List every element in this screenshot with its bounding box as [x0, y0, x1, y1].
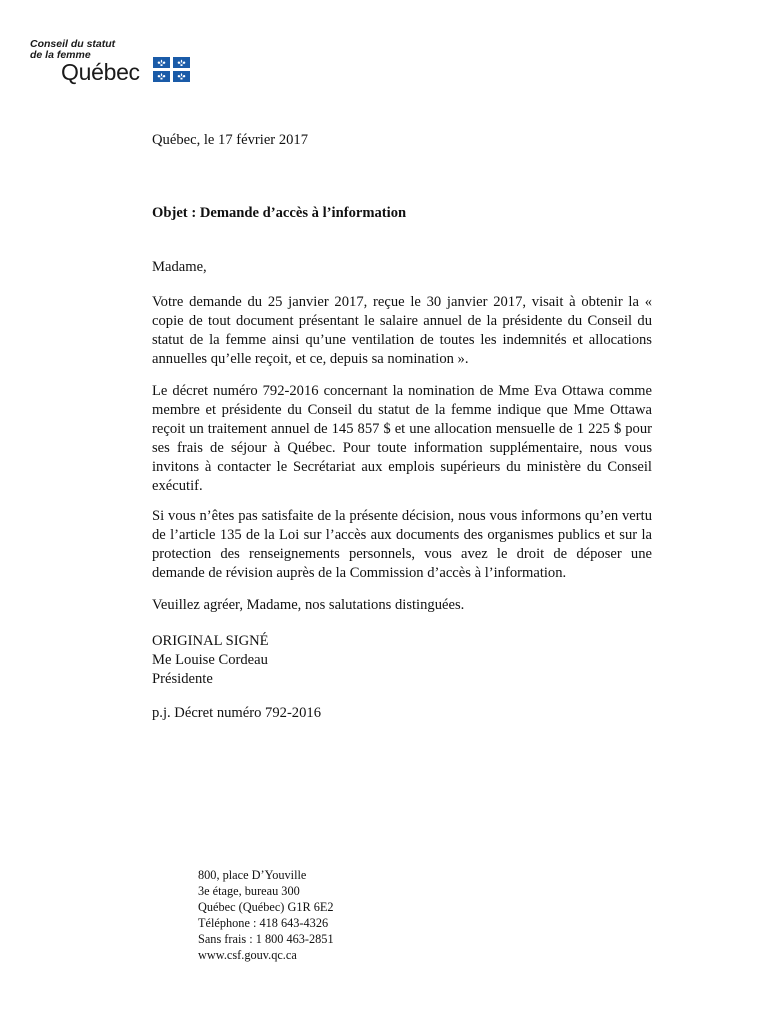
address-phone: Téléphone : 418 643-4326	[198, 916, 329, 931]
letter-salutation: Madame,	[152, 259, 207, 275]
letterhead-logo	[30, 38, 200, 88]
letter-subject: Objet : Demande d’accès à l’information	[152, 205, 407, 221]
letter-closing: Veuillez agréer, Madame, nos salutations distinguées.	[152, 597, 465, 613]
signer-title: Présidente	[152, 671, 213, 687]
signer-name: Me Louise Cordeau	[152, 652, 268, 668]
address-website: www.csf.gouv.qc.ca	[198, 948, 297, 963]
letter-date: Québec, le 17 février 2017	[152, 132, 309, 148]
signature-block	[152, 632, 652, 689]
signed-notice: ORIGINAL SIGNÉ	[152, 633, 269, 649]
footer-address	[198, 867, 334, 964]
quebec-wordmark: Québec	[61, 59, 140, 85]
address-street: 800, place D’Youville	[198, 868, 307, 882]
letter-paragraph-decree: Le décret numéro 792-2016 concernant la nomination de Mme Eva Ottawa comme membre et présidente du Conseil du statut de la femme indique que Mme Ottawa reçoit un traitement annuel de 145 857 $ et une allocation mensuelle de 1 225 $ pour ses frais de séjour à Québec. Pour toute information supplémentaire, nous vous invitons à contacter le Secrétariat aux emplois supérieurs du ministère du Conseil exécutif.	[152, 383, 652, 494]
enclosure-note: p.j. Décret numéro 792-2016	[152, 705, 321, 721]
letter-paragraph-request: Votre demande du 25 janvier 2017, reçue le 30 janvier 2017, visait à obtenir la « copie de tout document présentant le salaire annuel de la présidente du Conseil du statut de la femme ainsi qu’une ventilation de toutes les indemnités et allocations annuelles qu’elle reçoit, et ce, depuis sa nomination ».	[152, 294, 652, 367]
letter-paragraph-review-rights: Si vous n’êtes pas satisfaite de la présente décision, nous vous informons qu’en vertu de l’article 135 de la Loi sur l’accès aux documents des organismes publics et sur la protection des renseignements personnels, vous avez le droit de déposer une demande de révision auprès de la Commission d’accès à l’information.	[152, 508, 652, 581]
address-toll-free: Sans frais : 1 800 463-2851	[198, 932, 334, 947]
address-floor: 3e étage, bureau 300	[198, 884, 300, 899]
quebec-flag-icon	[153, 57, 190, 82]
organization-name-line1: Conseil du statut	[30, 38, 116, 50]
address-city: Québec (Québec) G1R 6E2	[198, 900, 334, 915]
organization-name-line2: de la femme	[30, 49, 91, 61]
